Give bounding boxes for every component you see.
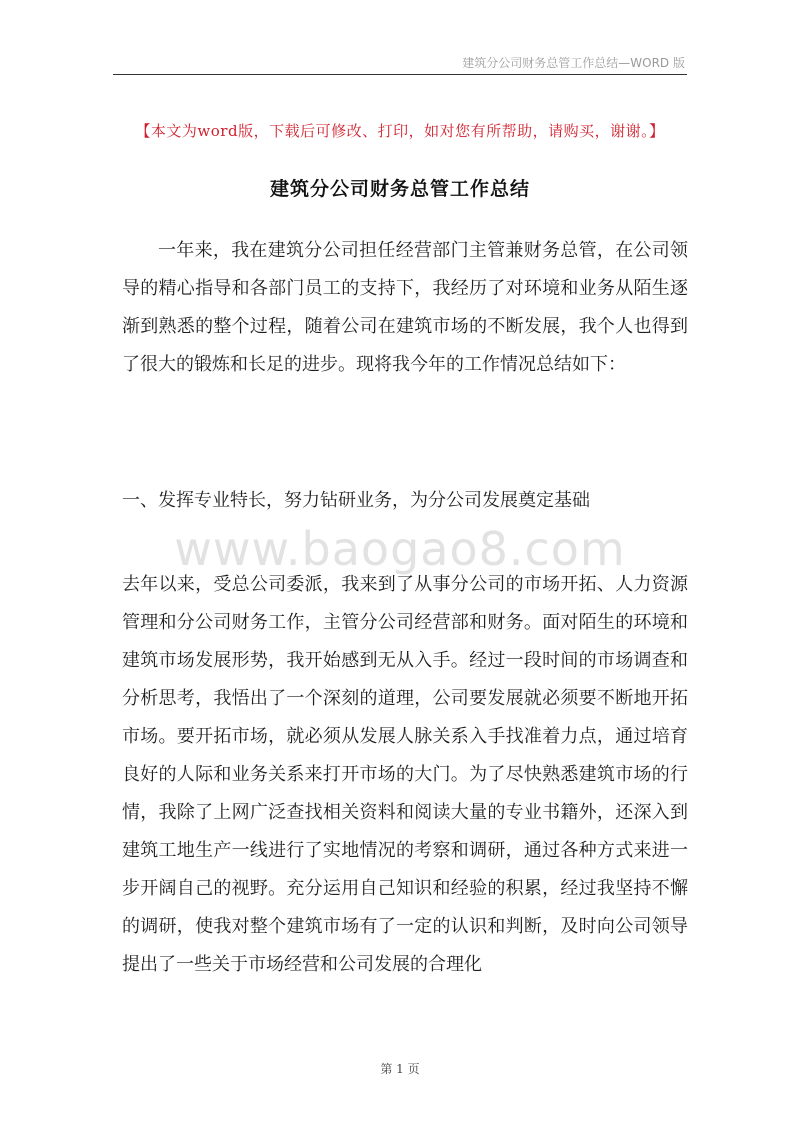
intro-paragraph: 一年来，我在建筑分公司担任经营部门主管兼财务总管，在公司领导的精心指导和各部门员工的支持下，我经历了对环境和业务从陌生逐渐到熟悉的整个过程，随着公司在建筑市场的不断发展，我个人也得到了很大的锻炼和长足的进步。现将我今年的工作情况总结如下： (122, 240, 688, 375)
purchase-notice: 【本文为word版，下载后可修改、打印，如对您有所帮助，请购买，谢谢。】 (135, 122, 665, 140)
section-heading: 一、发挥专业特长，努力钻研业务，为分公司发展奠定基础 (122, 490, 590, 511)
running-header: 建筑分公司财务总管工作总结—WORD 版 (462, 56, 685, 70)
page-number: 第 1 页 (380, 1062, 420, 1076)
header-divider (113, 74, 687, 75)
section-body-paragraph: 去年以来，受总公司委派，我来到了从事分公司的市场开拓、人力资源管理和分公司财务工作，主管分公司经营部和财务。面对陌生的环境和建筑市场发展形势，我开始感到无从入手。经过一段时间的市场调查和分析思考，我悟出了一个深刻的道理，公司要发展就必须要不断地开拓市场。要开拓市场，就必须从发展人脉关系入手找准着力点，通过培育良好的人际和业务关系来打开市场的大门。为了尽快熟悉建筑市场的行情，我除了上网广泛查找相关资料和阅读大量的专业书籍外，还深入到建筑工地生产一线进行了实地情况的考察和调研，通过各种方式来进一步开阔自己的视野。充分运用自己知识和经验的积累，经过我坚持不懈的调研，使我对整个建筑市场有了一定的认识和判断，及时向公司领导提出了一些关于市场经营和公司发展的合理化 (122, 574, 688, 975)
document-title: 建筑分公司财务总管工作总结 (269, 178, 530, 200)
watermark: www.baogao8.com (174, 522, 626, 576)
